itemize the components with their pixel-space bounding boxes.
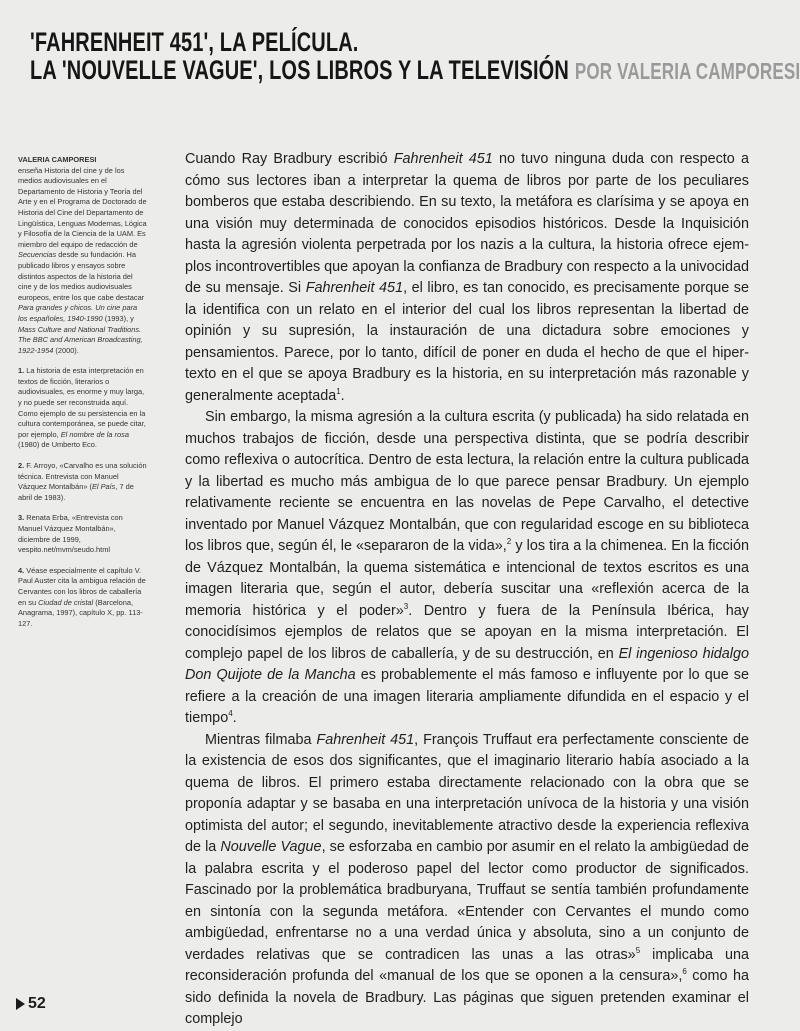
footnote-text: (1980) de Umberto Eco. <box>18 440 97 450</box>
body-text: Sin embargo, la misma agresión a la cultura escrita (y publicada) ha sido relatada en muchos trabajos de ficción, desde una perspectiva distinta, que se podría describir como reflexiva o autocrítica. Dentro de esta lectura, la relación entre la cultura publicada y la libertad es mucho más ambigua de lo que parece pensar Bradbury. Un ejemplo relativamente reciente se encuentra en las novelas de Pepe Carvalho, el detective inventado por Manuel Vázquez Montalbán, que con regularidad escoge en su biblioteca los libros que, según él, le «separaron de la vida», <box>185 409 749 554</box>
bio-name: VALERIA CAMPORESI <box>18 155 97 164</box>
body-text: es probablemente el más famoso e influyente por lo que se refiere a la creación de una imagen literaria ampliamente difundida en el espacio y el tiempo <box>185 667 749 726</box>
footnote-ref: 6 <box>682 967 687 977</box>
body-italic: Fahrenheit 451 <box>393 151 493 167</box>
body-text: implicaba una reconsideración profunda del «manual de los que se oponen a la censura», <box>185 946 750 984</box>
bio-text: (2000). <box>53 345 79 355</box>
body-italic: Fahrenheit 451 <box>305 280 404 296</box>
footnote-2 <box>18 461 148 503</box>
footnote-ref: 1 <box>336 386 341 396</box>
body-text: Mientras filmaba <box>205 731 317 748</box>
arrow-icon <box>16 998 25 1010</box>
footnote-text: (Barcelona, Anagrama, 1997), capítulo X, pp. 113-127. <box>18 597 143 628</box>
footnote-text: La historia de esta interpretación en textos de ficción, literarios o audiovisuales, es enorme y muy larga, y no puede ser reconstruida aquí. Como ejemplo de su persistencia en la cultura contemporánea, se puede citar, por ejemplo, <box>18 366 146 439</box>
paragraph-2 <box>185 407 749 730</box>
body-text: , el libro, es tan conocido, es precisamente porque se la identifica con un relato en el interior del cual los libros representan la libertad de opinión y su supresión, la instauración de una dictadura sobre emociones y pensamientos. Parece, por lo tanto, difícil de poner en duda el hecho de que el hipertexto en el que se apoya Bradbury es la historia, en su interpretación más razonable y generalmente aceptada <box>185 280 750 404</box>
bio-italic: Para grandes y chicos. Un cine para los españoles, 1940-1990 <box>18 303 138 323</box>
body-text: . Dentro y fuera de la Península Ibérica, hay conocidísimos ejemplos de relatos que se apoyan en la misma interpretación. El complejo papel de los libros de caballería, y de su destrucción, en <box>185 602 749 662</box>
body-italic: El ingenioso hidalgo Don Quijote de la Mancha <box>185 645 749 683</box>
body-text: . <box>232 710 237 726</box>
bio-text: enseña Historia del cine y de los medios audiovisuales en el Departamento de Historia y Teoría del Arte y en el Programa de Doctorado de Historia del Cine del Departamento de Lingüística, Lenguas Modernas, Lógica y Filosofía de la Ciencia de la UAM. Es miembro del equipo de redacción de <box>18 165 147 249</box>
footnote-italic: El País <box>91 482 116 492</box>
footnote-text: Véase especialmente el capítulo V. Paul Auster cita la ambigua relación de Cervantes con los libros de caballería en su <box>18 565 146 607</box>
body-italic: Fahrenheit 451 <box>316 731 415 748</box>
footnote-ref: 5 <box>635 945 641 955</box>
bio-italic: Mass Culture and National Traditions. The BBC and American Broadcasting, 1922-1954 <box>18 324 143 355</box>
footnote-number: 1. <box>18 366 25 376</box>
bio-italic: Secuencias <box>18 250 57 260</box>
footnote-number: 3. <box>18 513 25 523</box>
footnote-ref: 2 <box>506 537 512 547</box>
footnote-italic: Ciudad de cristal <box>38 597 94 607</box>
body-text: , se esforzaba en cambio por asumir en el relato la ambigüedad de la palabra escrita y el poderoso papel del lector como productor de significados. Fascinado por la problemática bradburyana, Truffaut se sentía también profundamente en sintonía con la segunda metáfora. «Entender con Cervantes el mundo como ambigüedad, enfrentarse no a una verdad única y absoluta, sino a un conjunto de verdades relativas que se contradicen las unas a las otras» <box>185 839 749 963</box>
page-folio <box>16 995 46 1013</box>
article-title <box>30 27 800 85</box>
paragraph-1 <box>185 149 749 407</box>
footnote-text: Renata Erba, «Entrevista con Manuel Vázquez Montalbán», diciembre de 1999, vespito.net/mvm/seudo.html <box>18 513 123 555</box>
footnote-italic: El nombre de la rosa <box>60 429 129 439</box>
footnote-number: 4. <box>18 565 25 575</box>
footnote-text: , 7 de abril de 1983). <box>18 482 134 502</box>
footnote-ref: 3 <box>403 601 409 611</box>
bio-text: (1993), y <box>102 313 134 323</box>
footnote-4 <box>18 566 148 630</box>
body-italic: Nouvelle Vague <box>220 839 322 855</box>
article-body <box>185 149 749 1031</box>
body-text: . <box>340 387 345 404</box>
title-line-2 <box>30 55 800 85</box>
page-number: 52 <box>28 995 46 1012</box>
footnote-3 <box>18 513 148 555</box>
footnote-text: F. Arroyo, «Carvalho es una solución técnica. Entrevista con Manuel Vázquez Montalbán» ( <box>18 461 147 492</box>
body-text: y los tira a la chimenea. En la ficción de Vázquez Montalbán, la quema sistemática e intencional de textos escritos es una imagen literaria que, según el autor, debería suscitar una «reflexión acerca de la memoria histórica y el poder» <box>185 538 749 619</box>
sidebar-notes <box>18 155 148 629</box>
footnote-ref: 4 <box>228 709 233 719</box>
author-byline: POR VALERIA CAMPORESI <box>574 58 800 84</box>
body-text: no tuvo ninguna duda con respecto a cómo sus lectores iban a interpretar la quema de libros por parte de los peculiares bomberos que estaba describiendo. En su texto, la metáfora es clarísima y se apoya en una visión muy determinada de conocidos episodios históricos. Desde la Inquisición hasta la agresión violenta perpetrada por los nazis a la cultura, la historia ofrece ejemplos incontrovertibles que apoyan la confianza de Bradbury con respecto a la univocidad de su mensaje. Si <box>185 151 749 296</box>
title-line-1: 'FAHRENHEIT 451', LA PELÍCULA. <box>30 27 359 57</box>
author-bio <box>18 155 148 356</box>
title-line-2-text: LA 'NOUVELLE VAGUE', LOS LIBROS Y LA TELEVISIÓN <box>30 55 569 85</box>
paragraph-3 <box>185 730 749 1031</box>
footnote-1 <box>18 366 148 451</box>
body-text: , François Truffaut era perfectamente consciente de la existencia de esos dos significantes, que el imaginario literario había asociado a la quema de libros. El primero estaba directamente relacionado con la obra que se proponía adaptar y se basaba en una interpretación unívoca de la historia y una visión optimista del autor; el segundo, inevitablemente atractivo desde la experiencia reflexiva de la <box>185 731 749 855</box>
footnote-number: 2. <box>18 461 25 471</box>
bio-text: desde su fundación. Ha publicado libros y ensayos sobre distintos aspectos de la historia del cine y de los medios audiovisuales europeos, entre los que cabe destacar <box>18 250 145 302</box>
body-text: como ha sido definida la novela de Bradbury. Las páginas que siguen pretenden examinar el complejo <box>185 968 749 1027</box>
body-text: Cuando Ray Bradbury escribió <box>185 151 394 167</box>
